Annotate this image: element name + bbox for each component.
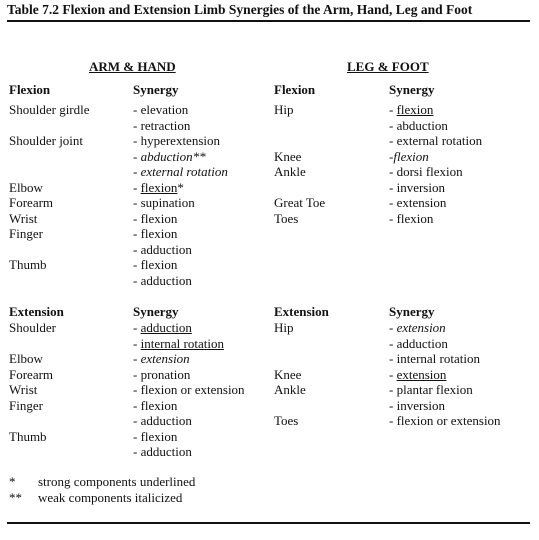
leg-flex-synergy-2: - external rotation — [389, 133, 483, 148]
arm-flex-joint-7: Wrist — [9, 210, 38, 226]
leg-ext-synergy-0: - extension — [389, 320, 446, 335]
leg-flex-synergy-0: - flexion — [389, 102, 434, 117]
arm-ext-synergy-1: - internal rotation — [133, 335, 224, 351]
leg-ext-synergy-1: - adduction — [389, 335, 448, 351]
leg-foot-heading: LEG & FOOT — [347, 59, 429, 74]
leg-ext-synergy-6: - flexion or extension — [389, 413, 501, 428]
arm-ext-synergy-5: - flexion — [133, 397, 178, 413]
arm-ext-joint-2: Elbow — [9, 351, 43, 366]
leg-extension-synergy-header: Synergy — [389, 304, 435, 319]
arm-flex-synergy-2: - hyperextension — [133, 133, 221, 148]
leg-ext-joint-6: Toes — [274, 413, 299, 428]
arm-flex-synergy-3: - abduction** — [133, 148, 206, 164]
leg-flex-synergy-7: - flexion — [389, 210, 434, 226]
leg-flex-synergy-1: - abduction — [389, 117, 448, 133]
arm-flex-synergy-4: - external rotation — [133, 164, 228, 179]
arm-flex-joint-8: Finger — [9, 226, 43, 241]
arm-ext-synergy-7: - flexion — [133, 428, 178, 444]
arm-flex-joint-0: Shoulder girdle — [9, 102, 90, 117]
arm-ext-joint-4: Wrist — [9, 382, 38, 397]
footnote-text-2: weak components italicized — [38, 490, 183, 505]
leg-ext-joint-3: Knee — [274, 366, 302, 382]
leg-ext-synergy-2: - internal rotation — [389, 351, 480, 366]
leg-flex-joint-6: Great Toe — [274, 195, 326, 210]
arm-ext-joint-5: Finger — [9, 397, 43, 413]
leg-flex-synergy-6: - extension — [389, 195, 447, 210]
arm-extension-synergy-header: Synergy — [133, 304, 179, 319]
arm-hand-heading: ARM & HAND — [89, 59, 176, 74]
footnote-text-1: strong components underlined — [38, 474, 196, 489]
arm-flex-synergy-0: - elevation — [133, 102, 189, 117]
arm-ext-synergy-6: - adduction — [133, 413, 192, 428]
arm-flex-synergy-11: - adduction — [133, 272, 192, 288]
arm-flex-synergy-10: - flexion — [133, 257, 178, 272]
table-title: Table 7.2 Flexion and Extension Limb Synergies of the Arm, Hand, Leg and Foot — [7, 2, 473, 17]
leg-flexion-header: Flexion — [274, 82, 316, 97]
arm-flex-synergy-6: - supination — [133, 195, 195, 210]
leg-extension-header: Extension — [274, 304, 329, 319]
arm-flex-synergy-7: - flexion — [133, 210, 178, 226]
arm-flex-synergy-8: - flexion — [133, 226, 178, 241]
top-rule — [7, 20, 530, 22]
arm-ext-joint-7: Thumb — [9, 428, 47, 444]
leg-flex-joint-3: Knee — [274, 148, 302, 164]
arm-ext-synergy-8: - adduction — [133, 444, 192, 459]
leg-flex-synergy-3: -flexion — [389, 148, 429, 164]
arm-flexion-synergy-header: Synergy — [133, 82, 179, 97]
arm-flex-joint-6: Forearm — [9, 195, 54, 210]
leg-flex-joint-0: Hip — [274, 102, 294, 117]
arm-ext-synergy-4: - flexion or extension — [133, 382, 245, 397]
arm-flex-synergy-5: - flexion* — [133, 179, 184, 195]
arm-ext-synergy-0: - adduction — [133, 320, 192, 335]
leg-flex-joint-4: Ankle — [274, 164, 306, 179]
leg-ext-synergy-4: - plantar flexion — [389, 382, 473, 397]
arm-ext-synergy-2: - extension — [133, 351, 190, 366]
leg-flex-synergy-5: - inversion — [389, 179, 445, 195]
leg-flex-synergy-4: - dorsi flexion — [389, 164, 463, 179]
arm-flexion-header: Flexion — [9, 82, 51, 97]
arm-ext-synergy-3: - pronation — [133, 366, 191, 382]
leg-ext-joint-4: Ankle — [274, 382, 306, 397]
leg-ext-joint-0: Hip — [274, 320, 294, 335]
arm-flex-joint-5: Elbow — [9, 179, 43, 195]
leg-flexion-synergy-header: Synergy — [389, 82, 435, 97]
footnote-mark-1: * — [9, 474, 16, 489]
arm-ext-joint-3: Forearm — [9, 366, 54, 382]
arm-flex-joint-2: Shoulder joint — [9, 133, 84, 148]
leg-ext-synergy-3: - extension — [389, 366, 447, 382]
arm-flex-joint-10: Thumb — [9, 257, 47, 272]
arm-flex-synergy-9: - adduction — [133, 241, 192, 257]
arm-extension-header: Extension — [9, 304, 64, 319]
footnote-mark-2: ** — [9, 490, 22, 505]
bottom-rule — [7, 522, 530, 524]
arm-ext-joint-0: Shoulder — [9, 320, 56, 335]
leg-flex-joint-7: Toes — [274, 210, 299, 226]
leg-ext-synergy-5: - inversion — [389, 397, 445, 413]
arm-flex-synergy-1: - retraction — [133, 117, 191, 133]
